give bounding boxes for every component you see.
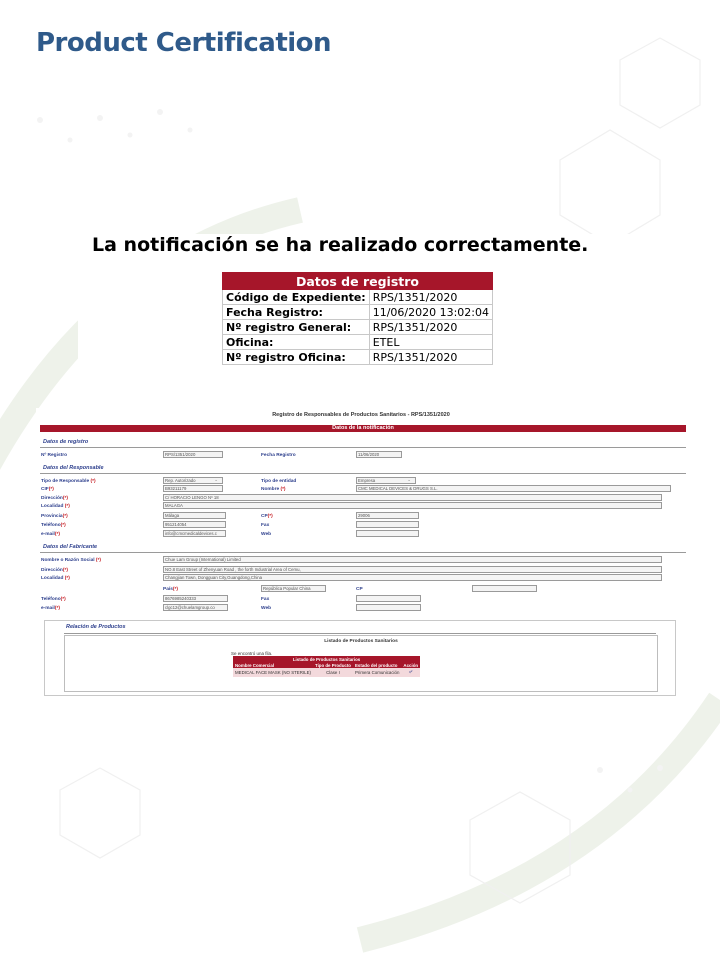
field-label: Nº Registro bbox=[41, 453, 68, 458]
row-value: ETEL bbox=[369, 335, 492, 350]
table-row bbox=[223, 320, 493, 335]
web-field[interactable] bbox=[356, 530, 419, 537]
products-heading: Relación de Productos bbox=[66, 624, 126, 630]
column-header: Nombre Comercial bbox=[233, 662, 313, 668]
column-header: Tipo de Producto bbox=[314, 662, 351, 668]
responsable-name-field[interactable]: CMC MEDICAL DEVICES & DRUGS S.L. bbox=[356, 485, 671, 492]
field-label: CP bbox=[356, 587, 363, 592]
cif-field[interactable]: B93211179 bbox=[163, 485, 223, 492]
manufacturer-phone-field[interactable]: 8676985240333 bbox=[163, 595, 228, 602]
locality-field[interactable]: MALAGA bbox=[163, 502, 662, 509]
action-return-icon[interactable]: ⤶ bbox=[401, 668, 420, 677]
registration-table-title: Datos de registro bbox=[223, 273, 493, 290]
row-value: RPS/1351/2020 bbox=[369, 350, 492, 365]
confirmation-panel bbox=[78, 234, 688, 370]
field-label: CP(*) bbox=[261, 514, 273, 519]
field-label: Fecha Registro bbox=[261, 453, 296, 458]
row-label: Nº registro General: bbox=[223, 320, 370, 335]
confirmation-heading: La notificación se ha realizado correctamente. bbox=[92, 234, 589, 256]
field-label: Web bbox=[261, 606, 272, 611]
row-label: Oficina: bbox=[223, 335, 370, 350]
field-label: Localidad (*) bbox=[41, 576, 70, 581]
field-label: Nombre (*) bbox=[261, 487, 286, 492]
field-label: Teléfono(*) bbox=[41, 523, 66, 528]
products-table-caption: Listado de Productos Sanitarios bbox=[233, 656, 420, 662]
manufacturer-fax-field[interactable] bbox=[356, 595, 421, 602]
table-row bbox=[223, 350, 493, 365]
products-table bbox=[233, 656, 420, 677]
section-title: Datos del Responsable bbox=[43, 465, 104, 471]
product-type: Clase I bbox=[313, 668, 353, 677]
registro-number-field[interactable]: RPS/1351/2020 bbox=[163, 451, 223, 458]
field-label: Dirección(*) bbox=[41, 496, 68, 501]
registro-date-field[interactable]: 11/06/2020 bbox=[356, 451, 402, 458]
registration-data-table bbox=[222, 272, 493, 365]
products-list-box bbox=[64, 635, 658, 692]
field-label: Provincia(*) bbox=[41, 514, 68, 519]
country-field[interactable]: República Popular China bbox=[261, 585, 326, 592]
section-fabricante bbox=[40, 543, 686, 553]
field-label: Web bbox=[261, 532, 272, 537]
field-label: Fax bbox=[261, 523, 270, 528]
responsable-type-select[interactable]: Rep. Autorizado ⌄ bbox=[163, 477, 223, 484]
product-name: MEDICAL FACE MASK (NO STERILE) bbox=[235, 670, 311, 675]
fax-field[interactable] bbox=[356, 521, 419, 528]
row-value: RPS/1351/2020 bbox=[369, 290, 492, 305]
row-label: Nº registro Oficina: bbox=[223, 350, 370, 365]
column-header: Acción bbox=[403, 662, 419, 668]
manufacturer-postal-code-field[interactable] bbox=[472, 585, 537, 592]
field-label: CIF(*) bbox=[41, 487, 54, 492]
notification-band: Datos de la notificación bbox=[40, 425, 686, 432]
row-value: 11/06/2020 13:02:04 bbox=[369, 305, 492, 320]
field-label: Nombre o Razón Social (*) bbox=[41, 558, 101, 563]
field-label: Fax bbox=[261, 597, 270, 602]
province-field[interactable]: Málaga bbox=[163, 512, 226, 519]
email-field[interactable]: info@cmcmedicaldevices.c bbox=[163, 530, 226, 537]
table-row bbox=[233, 668, 420, 677]
row-label: Código de Expediente: bbox=[223, 290, 370, 305]
manufacturer-name-field[interactable]: Chue Lam Group (International) Limited bbox=[163, 556, 662, 563]
products-panel bbox=[44, 620, 678, 698]
address-field[interactable]: C/ HORACIO LENGO Nº 18 bbox=[163, 494, 662, 501]
postal-code-field[interactable]: 29006 bbox=[356, 512, 419, 519]
row-label: Fecha Registro: bbox=[223, 305, 370, 320]
field-label: Teléfono(*) bbox=[41, 597, 66, 602]
field-label: e-mail(*) bbox=[41, 532, 60, 537]
field-label: Localidad (*) bbox=[41, 504, 70, 509]
section-title: Datos de registro bbox=[43, 439, 89, 445]
field-label: Dirección(*) bbox=[41, 568, 68, 573]
field-label: País(*) bbox=[163, 587, 178, 592]
field-label: e-mail(*) bbox=[41, 606, 60, 611]
notification-form bbox=[36, 408, 686, 620]
page-title: Product Certification bbox=[36, 28, 332, 58]
column-header: Estado del producto bbox=[353, 662, 401, 668]
form-title: Registro de Responsables de Productos Sanitarios - RPS/1351/2020 bbox=[272, 412, 450, 418]
products-subheading: Listado de Productos Sanitarios bbox=[324, 639, 398, 644]
field-label: Tipo de entidad bbox=[261, 479, 297, 484]
field-label: Tipo de Responsable (*) bbox=[41, 479, 96, 484]
manufacturer-address-field[interactable]: NO.8 East Street of Zhenyuan Road , the forth Industrial Area of Cemu, bbox=[163, 566, 662, 573]
section-responsable bbox=[40, 464, 686, 474]
table-row bbox=[223, 335, 493, 350]
results-count: Se encontró una fila. bbox=[231, 651, 273, 656]
manufacturer-email-field[interactable]: clgc12@chuelamgroup.co bbox=[163, 604, 228, 611]
manufacturer-locality-field[interactable]: Changjian Town, Dongguan City,Guangdong,China bbox=[163, 574, 662, 581]
table-row bbox=[223, 305, 493, 320]
section-title: Datos del Fabricante bbox=[43, 544, 98, 550]
section-registro bbox=[40, 438, 686, 448]
phone-field[interactable]: 951214054 bbox=[163, 521, 226, 528]
manufacturer-web-field[interactable] bbox=[356, 604, 421, 611]
row-value: RPS/1351/2020 bbox=[369, 320, 492, 335]
table-row bbox=[223, 290, 493, 305]
entity-type-select[interactable]: Empresa ⌄ bbox=[356, 477, 416, 484]
product-status: Primera Comunicación bbox=[355, 670, 400, 675]
